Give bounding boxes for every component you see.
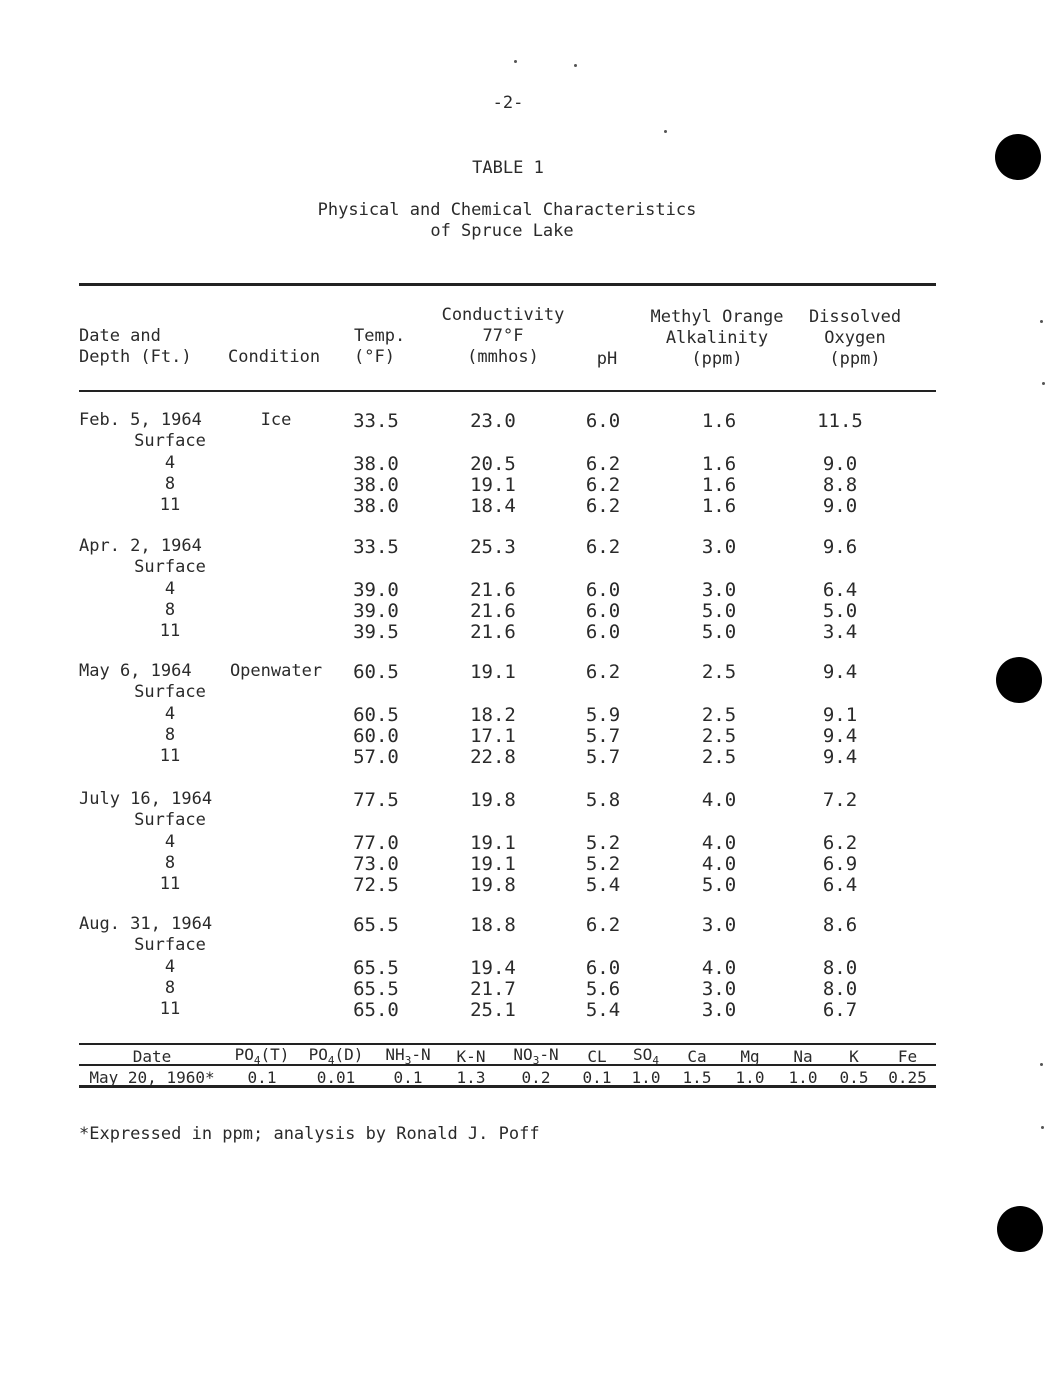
chem-value-date: May 20, 1960* — [89, 1068, 215, 1088]
header-bottom-rule — [79, 390, 936, 392]
conductivity-value: 19.1 — [470, 853, 516, 875]
chem-header-ca: Ca — [687, 1046, 707, 1066]
sample-date: Apr. 2, 1964 — [79, 536, 202, 556]
header-oxygen-line-1: Dissolved — [808, 307, 902, 327]
speck — [1040, 1063, 1043, 1066]
alkalinity-value: 1.6 — [701, 495, 737, 517]
sample-depth: 11 — [159, 999, 181, 1019]
temp-value: 65.5 — [353, 978, 399, 1000]
oxygen-value: 6.4 — [822, 874, 858, 896]
ph-value: 6.0 — [585, 410, 621, 432]
conductivity-value: 25.1 — [470, 999, 516, 1021]
alkalinity-value: 3.0 — [701, 536, 737, 558]
header-alkalinity-line-3: (ppm) — [691, 349, 743, 369]
chem-value-ca: 1.5 — [682, 1068, 712, 1088]
speck — [664, 130, 667, 133]
chem-value-so4: 1.0 — [631, 1068, 661, 1088]
speck — [1040, 320, 1043, 323]
header-alkalinity-line-1: Methyl Orange — [650, 307, 784, 327]
temp-value: 77.0 — [353, 832, 399, 854]
conductivity-value: 18.8 — [470, 914, 516, 936]
chemical-analysis-table — [79, 1045, 936, 1088]
chem-header-no3n: $NO_3-N$ — [513, 1045, 559, 1068]
table-subtitle-line2: of Spruce Lake — [430, 221, 574, 241]
chem-header-cl: CL — [587, 1046, 607, 1066]
chem-value-po4d: 0.01 — [316, 1068, 356, 1088]
sample-depth: 4 — [164, 704, 176, 724]
sample-depth: Surface — [134, 682, 206, 702]
temp-value: 38.0 — [353, 495, 399, 517]
conductivity-value: 19.8 — [470, 874, 516, 896]
header-ph-line-1: pH — [596, 349, 618, 369]
chem-header-k: K — [849, 1046, 859, 1066]
oxygen-value: 9.0 — [822, 453, 858, 475]
oxygen-value: 6.4 — [822, 579, 858, 601]
temp-value: 38.0 — [353, 474, 399, 496]
chem-header-na: Na — [793, 1046, 813, 1066]
alkalinity-value: 5.0 — [701, 600, 737, 622]
alkalinity-value: 4.0 — [701, 957, 737, 979]
oxygen-value: 6.9 — [822, 853, 858, 875]
sample-depth: 4 — [164, 453, 176, 473]
conductivity-value: 19.1 — [470, 661, 516, 683]
temp-value: 73.0 — [353, 853, 399, 875]
speck — [514, 60, 517, 63]
punch-hole-bottom — [997, 1206, 1043, 1252]
ph-value: 5.9 — [585, 704, 621, 726]
ph-value: 6.2 — [585, 914, 621, 936]
ph-value: 5.2 — [585, 853, 621, 875]
sample-depth: 4 — [164, 579, 176, 599]
chem-header-nh3n: $NH_3-N$ — [385, 1045, 431, 1068]
temp-value: 60.5 — [353, 661, 399, 683]
sample-depth: 4 — [164, 832, 176, 852]
conductivity-value: 19.1 — [470, 474, 516, 496]
sample-depth: 4 — [164, 957, 176, 977]
header-temp-line-1: Temp. — [354, 326, 406, 346]
temp-value: 39.0 — [353, 600, 399, 622]
conductivity-value: 18.2 — [470, 704, 516, 726]
temp-value: 39.5 — [353, 621, 399, 643]
ph-value: 5.7 — [585, 746, 621, 768]
alkalinity-value: 2.5 — [701, 661, 737, 683]
punch-hole-top — [995, 134, 1041, 180]
speck — [574, 64, 577, 67]
chem-value-no3n: 0.2 — [521, 1068, 551, 1088]
temp-value: 65.5 — [353, 914, 399, 936]
sample-depth: 11 — [159, 495, 181, 515]
sample-depth: Surface — [134, 557, 206, 577]
oxygen-value: 9.0 — [822, 495, 858, 517]
header-oxygen-line-3: (ppm) — [829, 349, 881, 369]
ph-value: 6.2 — [585, 495, 621, 517]
conductivity-value: 18.4 — [470, 495, 516, 517]
sample-condition: Ice — [260, 410, 292, 430]
sample-depth: 11 — [159, 621, 181, 641]
sample-depth: 11 — [159, 874, 181, 894]
table-title: TABLE 1 — [472, 158, 544, 178]
sample-date: July 16, 1964 — [79, 789, 213, 809]
oxygen-value: 9.6 — [822, 536, 858, 558]
header-conductivity-line-3: (mmhos) — [467, 347, 539, 367]
conductivity-value: 21.6 — [470, 579, 516, 601]
ph-value: 5.7 — [585, 725, 621, 747]
sample-date: Feb. 5, 1964 — [79, 410, 202, 430]
oxygen-value: 8.0 — [822, 978, 858, 1000]
header-date-depth-line-1: Date and — [79, 326, 161, 346]
alkalinity-value: 2.5 — [701, 746, 737, 768]
ph-value: 5.6 — [585, 978, 621, 1000]
conductivity-value: 19.1 — [470, 832, 516, 854]
alkalinity-value: 1.6 — [701, 453, 737, 475]
chem-value-nh3n: 0.1 — [393, 1068, 423, 1088]
alkalinity-value: 4.0 — [701, 832, 737, 854]
alkalinity-value: 4.0 — [701, 789, 737, 811]
temp-value: 77.5 — [353, 789, 399, 811]
chem-header-so4: $SO_4$ — [633, 1045, 659, 1068]
chem-value-fe: 0.25 — [888, 1068, 927, 1088]
sample-depth: 11 — [159, 746, 181, 766]
table-subtitle-line1: Physical and Chemical Characteristics — [317, 200, 697, 220]
chem-value-kn: 1.3 — [456, 1068, 486, 1088]
punch-hole-middle — [996, 657, 1042, 703]
chem-header-row — [79, 1045, 936, 1067]
temp-value: 38.0 — [353, 453, 399, 475]
alkalinity-value: 4.0 — [701, 853, 737, 875]
chem-header-po4t: $PO_4(T)$ — [234, 1045, 290, 1068]
header-date-depth-line-2: Depth (Ft.) — [79, 347, 192, 367]
oxygen-value: 7.2 — [822, 789, 858, 811]
conductivity-value: 19.8 — [470, 789, 516, 811]
sample-depth: Surface — [134, 810, 206, 830]
temp-value: 33.5 — [353, 410, 399, 432]
chem-value-row — [79, 1067, 936, 1088]
sample-depth: Surface — [134, 935, 206, 955]
alkalinity-value: 5.0 — [701, 874, 737, 896]
sample-date: Aug. 31, 1964 — [79, 914, 213, 934]
alkalinity-value: 2.5 — [701, 725, 737, 747]
chem-value-cl: 0.1 — [582, 1068, 612, 1088]
oxygen-value: 6.2 — [822, 832, 858, 854]
oxygen-value: 9.4 — [822, 746, 858, 768]
ph-value: 6.0 — [585, 579, 621, 601]
ph-value: 6.0 — [585, 957, 621, 979]
ph-value: 6.0 — [585, 621, 621, 643]
temp-value: 33.5 — [353, 536, 399, 558]
ph-value: 5.8 — [585, 789, 621, 811]
header-alkalinity-line-2: Alkalinity — [665, 328, 769, 348]
oxygen-value: 8.8 — [822, 474, 858, 496]
oxygen-value: 5.0 — [822, 600, 858, 622]
oxygen-value: 11.5 — [817, 410, 863, 432]
oxygen-value: 9.4 — [822, 661, 858, 683]
temp-value: 60.5 — [353, 704, 399, 726]
header-oxygen-line-2: Oxygen — [824, 328, 886, 348]
sample-depth: 8 — [164, 978, 176, 998]
oxygen-value: 9.4 — [822, 725, 858, 747]
alkalinity-value: 3.0 — [701, 999, 737, 1021]
sample-condition: Openwater — [229, 661, 323, 681]
ph-value: 6.2 — [585, 661, 621, 683]
alkalinity-value: 1.6 — [701, 410, 737, 432]
chem-header-po4d: $PO_4(D)$ — [308, 1045, 364, 1068]
header-conductivity-line-1: Conductivity — [441, 305, 565, 325]
sample-depth: 8 — [164, 474, 176, 494]
ph-value: 6.0 — [585, 600, 621, 622]
ph-value: 5.4 — [585, 874, 621, 896]
alkalinity-value: 1.6 — [701, 474, 737, 496]
conductivity-value: 21.7 — [470, 978, 516, 1000]
alkalinity-value: 3.0 — [701, 914, 737, 936]
chem-value-na: 1.0 — [788, 1068, 818, 1088]
chem-header-fe: Fe — [897, 1046, 918, 1066]
chem-header-mg: Mg — [740, 1046, 760, 1066]
oxygen-value: 8.6 — [822, 914, 858, 936]
header-conductivity-line-2: 77°F — [482, 326, 524, 346]
chem-header-kn: K-N — [456, 1046, 486, 1066]
oxygen-value: 8.0 — [822, 957, 858, 979]
temp-value: 39.0 — [353, 579, 399, 601]
sample-depth: 8 — [164, 725, 176, 745]
conductivity-value: 22.8 — [470, 746, 516, 768]
speck — [1041, 1126, 1044, 1129]
conductivity-value: 25.3 — [470, 536, 516, 558]
chem-value-po4t: 0.1 — [247, 1068, 277, 1088]
conductivity-value: 23.0 — [470, 410, 516, 432]
header-condition-line-1: Condition — [228, 347, 321, 367]
temp-value: 72.5 — [353, 874, 399, 896]
oxygen-value: 9.1 — [822, 704, 858, 726]
oxygen-value: 3.4 — [822, 621, 858, 643]
conductivity-value: 21.6 — [470, 621, 516, 643]
temp-value: 57.0 — [353, 746, 399, 768]
alkalinity-value: 5.0 — [701, 621, 737, 643]
page-number: -2- — [492, 93, 524, 113]
ph-value: 6.2 — [585, 474, 621, 496]
footnote: *Expressed in ppm; analysis by Ronald J. Poff — [79, 1124, 540, 1144]
alkalinity-value: 2.5 — [701, 704, 737, 726]
conductivity-value: 19.4 — [470, 957, 516, 979]
ph-value: 5.4 — [585, 999, 621, 1021]
table-top-rule — [79, 283, 936, 286]
header-temp-line-2: (°F) — [354, 347, 395, 367]
ph-value: 5.2 — [585, 832, 621, 854]
temp-value: 60.0 — [353, 725, 399, 747]
chem-value-mg: 1.0 — [735, 1068, 765, 1088]
speck — [1042, 382, 1045, 385]
conductivity-value: 21.6 — [470, 600, 516, 622]
alkalinity-value: 3.0 — [701, 978, 737, 1000]
conductivity-value: 20.5 — [470, 453, 516, 475]
conductivity-value: 17.1 — [470, 725, 516, 747]
sample-depth: 8 — [164, 600, 176, 620]
temp-value: 65.5 — [353, 957, 399, 979]
sample-depth: Surface — [134, 431, 206, 451]
chem-value-k: 0.5 — [839, 1068, 869, 1088]
chem-header-date: Date — [132, 1046, 172, 1066]
ph-value: 6.2 — [585, 453, 621, 475]
alkalinity-value: 3.0 — [701, 579, 737, 601]
oxygen-value: 6.7 — [822, 999, 858, 1021]
ph-value: 6.2 — [585, 536, 621, 558]
temp-value: 65.0 — [353, 999, 399, 1021]
sample-date: May 6, 1964 — [79, 661, 192, 681]
sample-depth: 8 — [164, 853, 176, 873]
